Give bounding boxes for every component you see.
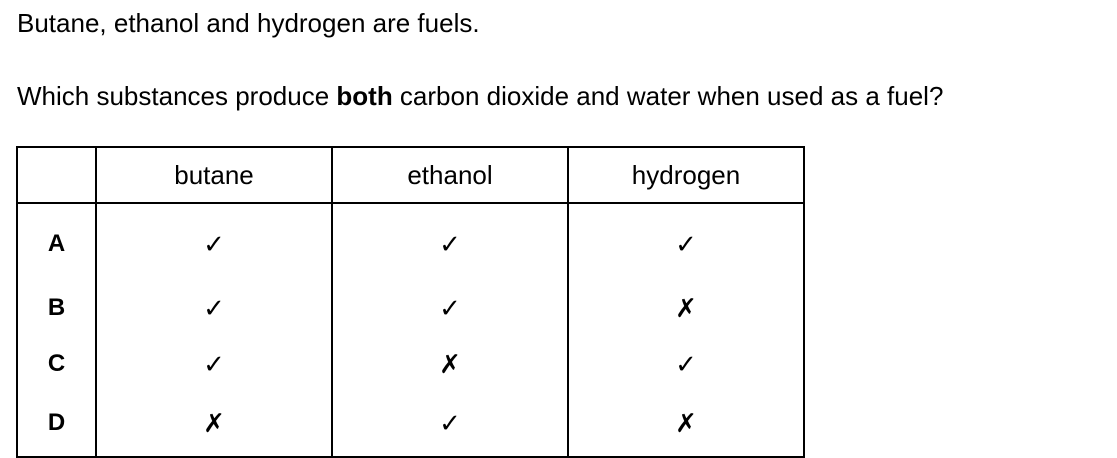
row-label-a: A	[17, 203, 96, 280]
cell-b-ethanol	[332, 280, 568, 336]
cell-d-ethanol	[332, 392, 568, 457]
mark-icon: ✗	[439, 349, 461, 380]
table-header-row	[17, 147, 804, 203]
cell-c-ethanol	[332, 336, 568, 392]
mark-icon: ✗	[675, 293, 697, 324]
row-label-c: C	[17, 336, 96, 392]
mark-icon: ✓	[439, 293, 461, 324]
row-label-b: B	[17, 280, 96, 336]
cell-d-butane	[96, 392, 332, 457]
prompt-text-after: carbon dioxide and water when used as a fuel?	[392, 81, 944, 111]
mark-icon: ✗	[203, 408, 225, 439]
column-header-ethanol: ethanol	[332, 147, 568, 203]
table-row-d	[17, 392, 804, 457]
cell-a-ethanol	[332, 203, 568, 280]
answer-options-table	[16, 146, 805, 458]
mark-icon: ✓	[439, 229, 461, 260]
mark-icon: ✗	[675, 408, 697, 439]
mark-icon: ✓	[675, 229, 697, 260]
question-intro: Butane, ethanol and hydrogen are fuels.	[17, 8, 480, 38]
table-row-c	[17, 336, 804, 392]
mark-icon: ✓	[203, 229, 225, 260]
table-row-b	[17, 280, 804, 336]
row-label-d: D	[17, 392, 96, 457]
mark-icon: ✓	[203, 349, 225, 380]
cell-c-butane	[96, 336, 332, 392]
cell-d-hydrogen	[568, 392, 804, 457]
header-corner-cell	[17, 147, 96, 203]
column-header-hydrogen: hydrogen	[568, 147, 804, 203]
cell-b-hydrogen	[568, 280, 804, 336]
prompt-bold-word: both	[336, 81, 393, 111]
mark-icon: ✓	[439, 408, 461, 439]
cell-b-butane	[96, 280, 332, 336]
table-row-a	[17, 203, 804, 280]
column-header-butane: butane	[96, 147, 332, 203]
mark-icon: ✓	[675, 349, 697, 380]
prompt-text-before: Which substances produce	[17, 81, 337, 111]
cell-a-hydrogen	[568, 203, 804, 280]
question-prompt	[17, 79, 943, 113]
cell-c-hydrogen	[568, 336, 804, 392]
mark-icon: ✓	[203, 293, 225, 324]
cell-a-butane	[96, 203, 332, 280]
